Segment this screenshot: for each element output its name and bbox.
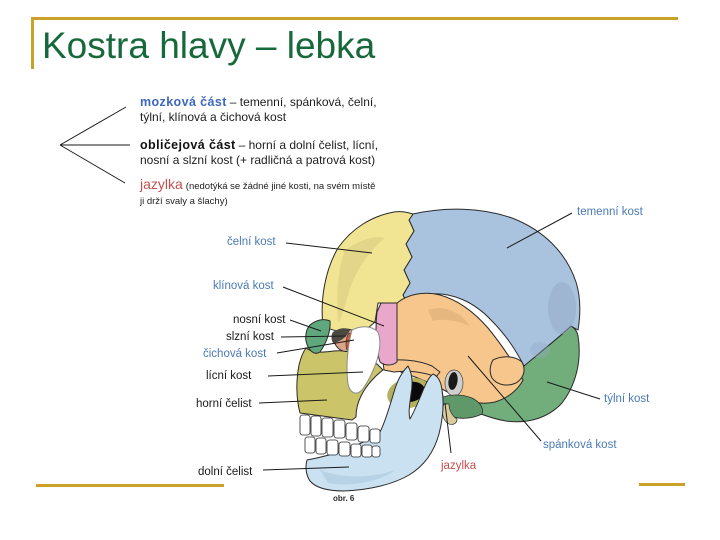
zygomatic-bone-shape xyxy=(347,327,380,393)
label-jazylka: jazylka xyxy=(441,460,477,472)
temporal-flap-shape xyxy=(490,357,524,385)
label-nosni-kost: nosní kost xyxy=(233,314,286,326)
bracket-line-top xyxy=(60,107,126,145)
label-horni-celist: horní čelist xyxy=(196,398,252,410)
page-title: Kostra hlavy – lebka xyxy=(42,25,376,66)
label-licni-kost: lícní kost xyxy=(206,370,252,382)
label-temenni-kost: temenní kost xyxy=(577,206,643,218)
bracket-line-bottom xyxy=(60,145,125,183)
label-klinova-kost: klínová kost xyxy=(213,280,274,292)
bullet-head-mozkova: mozková část xyxy=(140,95,227,109)
label-tylni-kost: týlní kost xyxy=(604,393,650,405)
label-spankova-kost: spánková kost xyxy=(543,439,617,451)
bullet-rest-jazylka: (nedotýká se žádné jiné kosti, na svém místě xyxy=(185,181,376,192)
bullet-head-jazylka: jazylka xyxy=(140,176,183,192)
figure-caption: obr. 6 xyxy=(333,494,355,503)
bullet-head-oblicejova: obličejová část xyxy=(140,138,236,152)
label-slzni-kost: slzní kost xyxy=(226,331,274,343)
bullet-line2-oblicejova: nosní a slzní kost (+ radličná a patrová kost) xyxy=(140,153,376,167)
bullet-rest-oblicejova: – horní a dolní čelist, lícní, xyxy=(238,138,379,152)
label-celni-kost: čelní kost xyxy=(227,236,276,248)
label-cichova-kost: čichová kost xyxy=(203,348,267,360)
bullet-rest-mozkova: – temenní, spánková, čelní, xyxy=(229,95,377,109)
label-dolni-celist: dolní čelist xyxy=(198,466,253,478)
bullet-line2-mozkova: týlní, klínová a čichová kost xyxy=(140,110,287,124)
bullet-line2-jazylka: ji drží svaly a šlachy) xyxy=(140,196,228,207)
